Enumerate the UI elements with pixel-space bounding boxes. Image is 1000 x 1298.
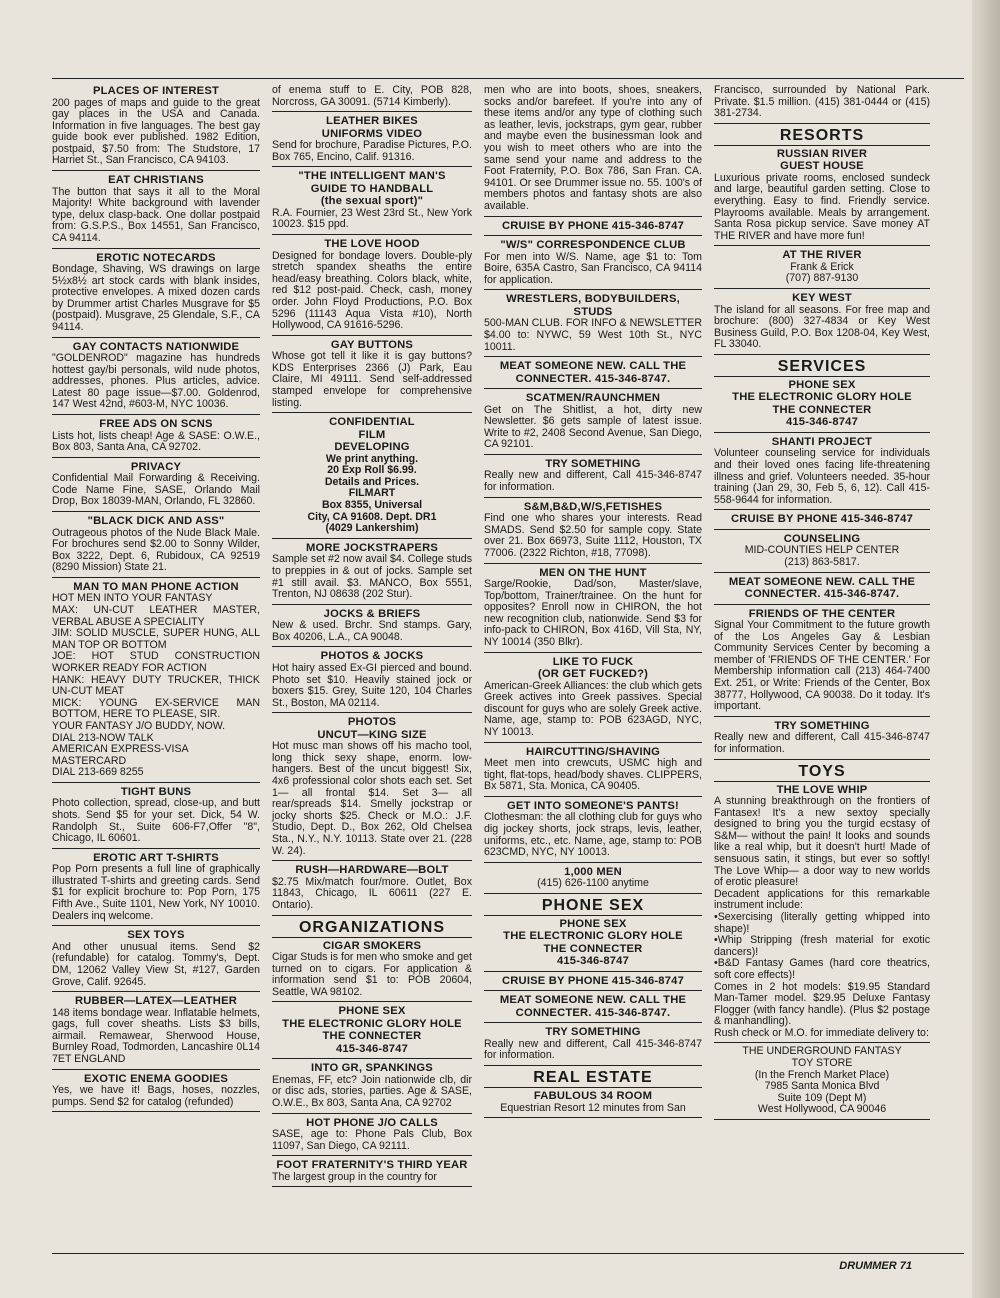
classified-ad [484, 85, 702, 217]
ad-heading: PHONE SEX THE ELECTRONIC GLORY HOLE THE CONNECTER 415-346-8747 [503, 917, 683, 968]
classified-ad [484, 1090, 702, 1118]
ad-heading: EROTIC ART T-SHIRTS [93, 851, 219, 864]
classified-ad [484, 975, 702, 992]
classified-ad [272, 85, 472, 112]
page-edge-shadow [972, 0, 1000, 1298]
classified-ad [52, 461, 260, 512]
classified-ad [714, 85, 930, 124]
column-1 [52, 85, 260, 1115]
column-3 [484, 85, 702, 1121]
ad-body: Volunteer counseling service for individuals and their loved ones facing life-threatening illness and grief. Volunteers needed. 35-hour training (Jan 29, 30, Feb 5, 6, 12). Call 415-558-9644 for information. [714, 447, 930, 506]
classified-ad [484, 360, 702, 389]
ad-body: Hot hairy assed Ex-GI pierced and bound. Photo set $10. Heavily stained jock or boxers $15. Grey, Suite 120, 104 Charles St., Boston, MA 02114. [272, 661, 472, 709]
section-heading: SERVICES [714, 358, 930, 377]
ad-body: 148 items bondage wear. Inflatable helmets, gags, full cover sheaths. Lists $3 bills, airmail. Remawear, Sherwood House, Burnley Road, Todmorden, Lancashire 0L14 7ET ENGLAND [52, 1006, 260, 1065]
ad-body: MID-COUNTIES HELP CENTER (213) 863-5817. [744, 544, 900, 568]
classified-ad [52, 1073, 260, 1113]
ad-heading: THE LOVE WHIP [776, 783, 868, 796]
classified-ad [272, 1159, 472, 1187]
ad-heading: FABULOUS 34 ROOM [533, 1090, 653, 1102]
ad-heading: JOCKS & BRIEFS [323, 607, 421, 620]
ad-heading: THE LOVE HOOD [324, 238, 420, 251]
ad-heading: HOT PHONE J/O CALLS [306, 1116, 438, 1129]
ad-body: The island for all seasons. For free map and brochure: (800) 327-4834 or Key West Business Guild, P.O. Box 1208-04, Key West, FL 33040. [714, 303, 930, 351]
ad-body: We print anything. 20 Exp Roll $6.99. Details and Prices. FILMART Box 8355, Universal City, CA 91608. Dept. DR1 (4029 Lankershim) [307, 452, 437, 535]
classified-ad [714, 513, 930, 530]
classified-ad [484, 567, 702, 653]
classified-ad [484, 746, 702, 797]
ad-body: Designed for bondage lovers. Double-ply stretch spandex sheaths the entire head/easy breathing. Colors black, white, red $12 post-paid. Check, cash, money order. John Floyd Productions, P.O. Box 5296 (11143 Aqua Vista #10), North Hollywood, CA 91616-5296. [272, 249, 472, 332]
classified-ad [52, 929, 260, 992]
ad-heading: CRUISE BY PHONE 415-346-8747 [502, 219, 684, 232]
section-heading: TOYS [714, 763, 930, 782]
ad-heading: MEAT SOMEONE NEW. CALL THE CONNECTER. 415-346-8747. [728, 575, 916, 601]
column-2 [272, 85, 472, 1190]
ad-heading: FRIENDS OF THE CENTER [748, 607, 896, 620]
ad-heading: CIGAR SMOKERS [322, 939, 422, 952]
ad-heading: "THE INTELLIGENT MAN'S GUIDE TO HANDBALL (the sexual sport)" [298, 170, 446, 208]
ad-body: Really new and different, Call 415-346-8747 for information. [484, 1037, 702, 1062]
classified-ad [484, 458, 702, 498]
ad-heading: PHOTOS UNCUT—KING SIZE [317, 716, 427, 741]
classified-ad [484, 293, 702, 357]
ad-heading: TRY SOMETHING [774, 719, 870, 732]
classified-ad [484, 994, 702, 1023]
classified-ad [484, 220, 702, 237]
ad-body: Equestrian Resort 12 minutes from San [500, 1101, 686, 1114]
ad-heading: SHANTI PROJECT [771, 435, 873, 448]
classified-ad [484, 392, 702, 455]
classified-ad [714, 379, 930, 433]
ad-body: Get on The Shitlist, a hot, dirty new Newsletter. $6 gets sample of latest issue. Write to #2, 2408 Second Avenue, San Diego, CA 92101. [484, 403, 702, 451]
ad-body: Sarge/Rookie, Dad/son, Master/slave, Top/bottom, Trainer/trainee. On the hunt for opposites? Enroll now in CHIRON, the hot new recognition club, nationwide. Send $3 for info-pack to CHIRON, Box 416D, Vill Sta, NY, NY 10014 (350 Blkr). [484, 578, 702, 648]
classified-ad [714, 292, 930, 355]
page-folio: DRUMMER 71 [839, 1260, 912, 1272]
ad-heading: CRUISE BY PHONE 415-346-8747 [502, 974, 684, 987]
ad-heading: GAY BUTTONS [330, 338, 414, 351]
ad-heading: EXOTIC ENEMA GOODIES [83, 1072, 229, 1085]
ad-body: 200 pages of maps and guide to the great gay places in the USA and Canada. Information in five languages. The best gay guide book ever published. 1982 Edition, postpaid, $7.50 from: The Studstore, 17 Harriet St., San Francisco, CA 94103. [52, 96, 260, 167]
section-heading: REAL ESTATE [484, 1069, 702, 1088]
ad-heading: TRY SOMETHING [545, 457, 641, 470]
classified-ad [52, 581, 260, 783]
classified-ad [52, 515, 260, 578]
ad-heading: "BLACK DICK AND ASS" [87, 515, 225, 528]
classified-ad [272, 940, 472, 1003]
ad-heading: CRUISE BY PHONE 415-346-8747 [731, 513, 913, 526]
ad-body: Send for brochure, Paradise Pictures, P.O. Box 765, Encino, Calif. 91316. [272, 139, 472, 163]
classified-ad [52, 786, 260, 849]
classified-ad [52, 995, 260, 1069]
ad-heading: CONFIDENTIAL FILM DEVELOPING [329, 416, 415, 454]
ad-body: HOT MEN INTO YOUR FANTASY MAX: UN-CUT LEATHER MASTER, VERBAL ABUSE A SPECIALITY JIM: SOLID MUSCLE, SUPER HUNG, ALL MAN TOP OR BOTTOM JOE: HOT STUD CONSTRUCTION WORKER READY FOR ACTION HANK: HEAVY DUTY TRUCKER, THICK UN-CUT MEAT MICK: YOUNG EX-SERVICE MAN BOTTOM, HERE TO PLEASE, SIR. YOUR FANTASY J/O BUDDY, NOW. DIAL 213-NOW TALK AMERICAN EXPRESS-VISA MASTERCARD DIAL 213-669 8255 [52, 592, 260, 779]
ad-heading: SCATMEN/RAUNCHMEN [525, 392, 661, 405]
ad-body: men who are into boots, shoes, sneakers, socks and/or barefeet. If you're into any of these items and/or any type of clothing such as leather, levis, jockstraps, gym gear, rubber and maybe even the businessman look and you wish to meet others who are into the same send your name and address to the Foot Fraternity, P.O. Box 786, San Fran. CA. 94101. Or see Drummer issue no. 55. 100's of members photos and fantasy shots are also available. [484, 84, 702, 212]
ad-heading: EROTIC NOTECARDS [96, 251, 216, 264]
page-footer [52, 1253, 964, 1272]
ad-body: Pop Porn presents a full line of graphically illustrated T-shirts and greeting cards. Send $1 for explicit brochure to: Pop Porn, 175 Fifth Ave., Suite 1101, New York, NY 10010. Dealers inq welcome. [52, 863, 260, 922]
ad-body: New & used. Brchr. Snd stamps. Gary, Box 40206, L.A., CA 90048. [272, 619, 472, 643]
ad-body: SASE, age to: Phone Pals Club, Box 11097, San Diego, CA 92111. [272, 1128, 472, 1152]
classified-ad [484, 656, 702, 743]
classified-ad [714, 436, 930, 510]
ad-body: Enemas, FF, etc? Join nationwide clb, dir or disc ads, stories, parties. Age & SASE, O.W.E., Bx 803, Santa Ana, CA 92702 [272, 1073, 472, 1110]
section-heading: PHONE SEX [484, 897, 702, 916]
ad-body: R.A. Fournier, 23 West 23rd St., New York 10023. $15 ppd. [272, 206, 472, 231]
ad-heading: LEATHER BIKES UNIFORMS VIDEO [321, 115, 423, 140]
classified-ad [714, 784, 930, 1044]
ad-heading: MEAT SOMEONE NEW. CALL THE CONNECTER. 415-346-8747. [499, 994, 687, 1019]
ad-body: And other unusual items. Send $2 (refundable) for catalog. Tommy's, Dept. DM, 12062 Valley View St, #127, Garden Grove, Calif. 92645. [52, 940, 260, 988]
ad-heading: AT THE RIVER [782, 249, 862, 262]
classified-ad [52, 341, 260, 415]
classified-ad [484, 1026, 702, 1066]
classified-ad [484, 800, 702, 863]
ad-heading: MAN TO MAN PHONE ACTION [73, 580, 239, 593]
ad-heading: "W/S" CORRESPONDENCE CLUB [500, 239, 686, 252]
ad-body: The button that says it all to the Moral Majority! White background with lavender type, delux clasp-back. One dollar postpaid from: G.S.P.S., Box 14551, San Francisco, CA 94114. [52, 185, 260, 244]
ad-heading: 1,000 MEN [564, 865, 622, 878]
classified-ad [52, 852, 260, 926]
classified-ad [714, 249, 930, 289]
ad-heading: HAIRCUTTING/SHAVING [525, 745, 661, 758]
ad-body: The largest group in the country for [272, 1170, 437, 1183]
ad-heading: GAY CONTACTS NATIONWIDE [72, 340, 240, 353]
classified-ad [272, 1062, 472, 1113]
classified-ad [272, 416, 472, 539]
ad-body: Signal Your Commitment to the future growth of the Los Angeles Gay & Lesbian Community Services Center by becoming a member of 'FRIENDS OF THE CENTER.' For Membership information call (213) 464-7400 Ext. 251, or Write: Friends of the Center, Box 38777, Hollywood, CA 90038. Do it today. It's important. [714, 619, 930, 713]
ad-heading: RUSH—HARDWARE—BOLT [295, 864, 449, 877]
classified-ad [52, 174, 260, 248]
ad-body: Yes, we have it! Bags, hoses, nozzles, pumps. Send $2 for catalog (refunded) [52, 1084, 260, 1108]
classified-ad [714, 533, 930, 573]
ad-heading: LIKE TO FUCK (OR GET FUCKED?) [537, 655, 649, 681]
classified-ad [272, 238, 472, 336]
ad-body: Cigar Studs is for men who smoke and get turned on to cigars. For application & information send $1 to: POB 20604, Seattle, WA 98102. [272, 951, 472, 998]
ad-body: Confidential Mail Forwarding & Receiving. Code Name Fine, SASE, Orlando Mail Drop, Box 18039-MAN, Orlando, FL 32860. [52, 472, 260, 508]
ad-heading: COUNSELING [783, 532, 861, 545]
ad-body: Sample set #2 now avail $4. College studs to preppies in & out of jocks. Sample set #1 still avail. $3. MANCO, Box 5551, Trenton, NJ 08638 (202 Stur). [272, 553, 472, 601]
ad-body: (415) 626-1100 anytime [537, 877, 649, 890]
ad-body: Francisco, surrounded by National Park. Private. $1.5 million. (415) 381-0444 or (415) 381-2734. [714, 84, 930, 120]
classified-ad [714, 1046, 930, 1120]
ad-heading: MORE JOCKSTRAPERS [305, 541, 439, 554]
classified-ad [272, 1117, 472, 1157]
ad-body: Whose got tell it like it is gay buttons? KDS Enterprises 2366 (J) Park, Eau Claire, MI 49111. Send self-addressed stamped envelope for comprehensive listing. [272, 350, 472, 409]
ad-body: 500-MAN CLUB. FOR INFO & NEWSLETTER $4.00 to: NYWC, 59 West 10th St., NYC 10011. [484, 317, 702, 353]
column-4 [714, 85, 930, 1123]
ad-heading: RUBBER—LATEX—LEATHER [74, 995, 238, 1008]
ad-heading: PLACES OF INTEREST [92, 85, 220, 97]
classified-ad [272, 1005, 472, 1059]
ad-heading: WRESTLERS, BODYBUILDERS, STUDS [506, 293, 680, 318]
ad-body: Meet men into crewcuts, USMC high and tight, flat-tops, head/body shaves. CLIPPERS, Bx 5871, Sta. Monica, CA 90405. [484, 757, 702, 793]
classified-ad [272, 115, 472, 167]
classified-ad [52, 418, 260, 458]
ad-body: Clothesman: the all clothing club for guys who dig jockey shorts, jock straps, levis, leather, uniforms, etc., etc. Name, age, stamp to: POB 623CMD, NYC, NY 10013. [484, 811, 702, 859]
classified-ad [484, 866, 702, 894]
classified-ad [714, 720, 930, 760]
ad-heading: GET INTO SOMEONE'S PANTS! [507, 799, 679, 812]
ad-heading: MEN ON THE HUNT [539, 566, 647, 579]
ad-body: Really new and different, Call 415-346-8747 for information. [714, 731, 930, 755]
ad-heading: TIGHT BUNS [120, 785, 192, 798]
ad-body: A stunning breakthrough on the frontiers of Fantasex! It's a new sextoy specially designed to bring you the turgid ecstasy of S&M— without the pain! It looks and sounds like a real whip, but it doesn't hurt! Made of sensuous satin, it stings, but ever so softly! The Love Whip— a door way to new worlds of erotic pleasure! Decadent applications for this remarkable instrument include: •Sexercising (literally getting whipped into shape)! •Whip Stripping (fresh material for exotic dancers)! •B&D Fantasy Games (hard core theatrics, soft core effects)! Comes in 2 hot models: $19.95 Standard Man-Tamer model. $29.95 Deluxe Fantasy Flogger (with fancy handle). (Plus $2 postage & manhandling). Rush check or M.O. for immediate delivery to: [714, 795, 930, 1039]
ad-body: $2.75 Mix/match four/more. Outlet, Box 11843, Chicago, IL 60611 (227 E. Ontario). [272, 875, 472, 911]
ad-body: American-Greek Alliances: the club which gets Greek actives into Greek passives. Special discount for guys who are solely Greek active. Name, age, stamp to: POB 623AGD, NYC, NY 10013. [484, 679, 702, 738]
classified-ad [272, 716, 472, 861]
classified-ad [272, 650, 472, 713]
classified-ad [272, 608, 472, 648]
section-heading: ORGANIZATIONS [272, 919, 472, 938]
ad-heading: PHOTOS & JOCKS [320, 650, 424, 663]
ad-heading: FREE ADS ON SCNS [99, 418, 213, 431]
classified-ad [272, 542, 472, 605]
ad-heading: RUSSIAN RIVER GUEST HOUSE [776, 147, 868, 173]
ad-heading: INTO GR, SPANKINGS [311, 1062, 433, 1075]
ad-heading: EAT CHRISTIANS [108, 174, 204, 187]
ad-body: Luxurious private rooms, enclosed sundeck and large, beautiful garden setting. Close to everything. Easy to find. Friendly service. Playrooms available. Meals by arrangement. Santa Rosa pickup service. Save money AT THE RIVER and have more fun! [714, 171, 930, 242]
ad-body: Outrageous photos of the Nude Black Male. For brochures send $2.00 to Sonny Wilder, Box 3222, Dept. 6, Rubidoux, CA 92519 (8290 Mission) State 21. [52, 526, 260, 574]
ad-heading: KEY WEST [792, 292, 852, 305]
ad-heading: PRIVACY [130, 460, 182, 473]
classified-ad [52, 85, 260, 171]
ad-body: For men into W/S. Name, age $1 to: Tom Boire, 635A Castro, San Francisco, CA 94114 for application. [484, 250, 702, 286]
classified-ad [714, 148, 930, 247]
classified-ad [484, 918, 702, 972]
ad-body: "GOLDENROD" magazine has hundreds hottest gay/bi personals, wild nude photos, addresses, phones. Plus articles, advice. Latest 80 page issue—$7.00. Goldenrod, 147 West 42nd, #603-M, NYC 10036. [52, 352, 260, 411]
ad-body: Lists hot, lists cheap! Age & SASE: O.W.E., Box 803, Santa Ana, CA 92702. [52, 429, 260, 454]
ad-heading: SEX TOYS [127, 929, 185, 942]
classified-ad [714, 576, 930, 605]
classified-ad [272, 864, 472, 915]
classified-ad [52, 252, 260, 338]
ad-body: Really new and different, Call 415-346-8747 for information. [484, 469, 702, 494]
classified-ad [272, 339, 472, 413]
ad-heading: FOOT FRATERNITY'S THIRD YEAR [276, 1159, 468, 1172]
classified-ad [714, 608, 930, 717]
ad-heading: TRY SOMETHING [545, 1026, 641, 1039]
ad-body: of enema stuff to E. City, POB 828, Norcross, GA 30091. (5714 Kimberly). [272, 84, 472, 108]
ad-heading: S&M,B&D,W/S,FETISHES [523, 500, 663, 513]
ad-body: Find one who shares your interests. Read SMADS. Send $2.50 for sample copy. State over 21. Box 66973, Suite 1112, Houston, TX 77006. (2322 Richton, #18, 77098). [484, 512, 702, 559]
section-heading: RESORTS [714, 127, 930, 146]
ad-heading: MEAT SOMEONE NEW. CALL THE CONNECTER. 415-346-8747. [499, 360, 687, 385]
classifieds-page [52, 78, 964, 1254]
ad-body: Frank & Erick (707) 887-9130 [785, 260, 859, 285]
ad-body: Photo collection, spread, close-up, and butt shots. Send $5 for your set. Dick, 54 W. Randolph St., Suite 606-F7,Offer "8", Chicago, IL 60601. [52, 797, 260, 845]
ad-body: Hot musc man shows off his macho tool, long thick sexy shape, enorm. low-hangers. Best of the uncut biggest! Six, 4x6 professional color shots each set. Set 1— all frontal $14. Set 3— all rear/spreads $14. Smelly jockstrap or jocky shorts $25. Check or M.O.: J.F. Studio, Dept. D., Box 262, Old Chelsea Sta., N.Y., N.Y. 10113. State over 21. (228 W. 24). [272, 740, 472, 857]
ad-body: THE UNDERGROUND FANTASY TOY STORE (In the French Market Place) 7985 Santa Monica Blvd Suite 109 (Dept M) West Hollywood, CA 90046 [742, 1045, 902, 1116]
classified-ad [484, 239, 702, 290]
ad-heading: PHONE SEX THE ELECTRONIC GLORY HOLE THE CONNECTER 415-346-8747 [282, 1005, 462, 1055]
classified-ad [272, 170, 472, 235]
ad-heading: PHONE SEX THE ELECTRONIC GLORY HOLE THE CONNECTER 415-346-8747 [732, 378, 912, 429]
ad-body: Bondage, Shaving, WS drawings on large 5½x8½ art stock cards with blank insides, protective envelopes. A mixed dozen cards by Drummer artist Charles Musgrave for $5 (postpaid). Musgrave, 25 Glendale, S.F., CA 94114. [52, 263, 260, 333]
classified-ad [484, 501, 702, 564]
